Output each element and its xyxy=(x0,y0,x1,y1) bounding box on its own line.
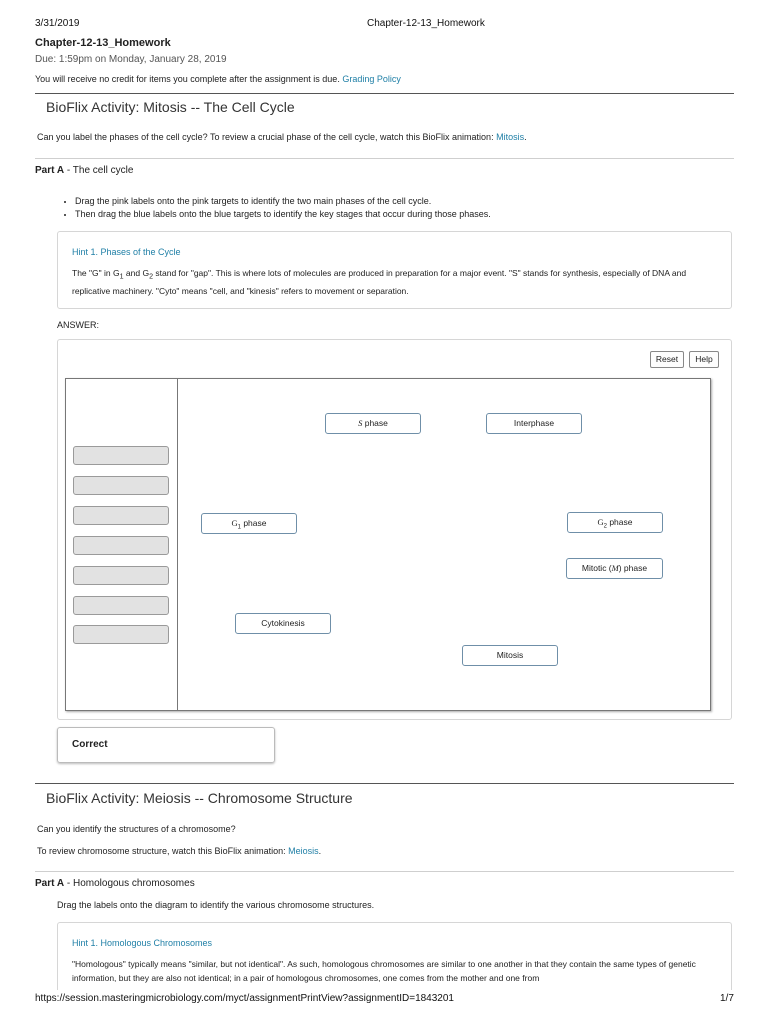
divider xyxy=(35,158,734,159)
intro-period: . xyxy=(318,846,322,856)
hint-box xyxy=(57,922,732,994)
divider xyxy=(35,871,734,872)
section-divider xyxy=(35,93,734,94)
drop-target[interactable] xyxy=(73,625,169,644)
grading-policy-link[interactable]: Grading Policy xyxy=(342,74,401,84)
part-label: Part A xyxy=(35,878,65,889)
instruction-text: Drag the labels onto the diagram to identify the various chromosome structures. xyxy=(57,900,375,910)
part-header xyxy=(35,878,195,889)
late-notice xyxy=(35,74,401,84)
intro-text: Can you label the phases of the cell cycle? To review a crucial phase of the cell cycle, watch this BioFlix animation: xyxy=(37,132,494,142)
hint-box xyxy=(57,231,732,309)
label-interphase[interactable]: Interphase xyxy=(486,413,582,434)
section-intro: Can you identify the structures of a chromosome? xyxy=(37,824,236,834)
print-date: 3/31/2019 xyxy=(35,18,80,29)
drop-target[interactable] xyxy=(73,596,169,615)
section-heading: BioFlix Activity: Mitosis -- The Cell Cycle xyxy=(46,99,295,115)
meiosis-link[interactable]: Meiosis xyxy=(288,846,319,856)
label-cytokinesis[interactable]: Cytokinesis xyxy=(235,613,331,634)
part-header xyxy=(35,165,133,176)
reset-button[interactable]: Reset xyxy=(650,351,684,368)
label-mitosis[interactable]: Mitosis xyxy=(462,645,558,666)
drop-target[interactable] xyxy=(73,506,169,525)
hint-title[interactable]: Hint 1. Homologous Chromosomes xyxy=(72,938,213,948)
part-title: - The cell cycle xyxy=(64,165,134,176)
section-divider xyxy=(35,783,734,784)
section-intro xyxy=(37,132,527,142)
section-intro xyxy=(37,846,321,856)
instructions-list xyxy=(57,195,737,221)
label-s-phase[interactable]: S phase xyxy=(325,413,421,434)
print-title: Chapter-12-13_Homework xyxy=(367,18,485,29)
drop-target[interactable] xyxy=(73,536,169,555)
drop-target[interactable] xyxy=(73,476,169,495)
answer-label: ANSWER: xyxy=(57,320,100,330)
assignment-title: Chapter-12-13_Homework xyxy=(35,37,171,49)
instruction-item: • Drag the pink labels onto the pink targets to identify the two main phases of the cell cycle. xyxy=(75,195,737,208)
drop-target[interactable] xyxy=(73,566,169,585)
due-date: Due: 1:59pm on Monday, January 28, 2019 xyxy=(35,54,227,65)
label-mitotic-phase[interactable]: Mitotic (M) phase xyxy=(566,558,663,579)
hint-body: "Homologous" typically means "similar, but not identical". As such, homologous chromosomes are similar to one another in that they contain the same types of genetic information, but they are also not identical; in a pair of homologous chromosomes, one comes from the mother and one from xyxy=(72,959,696,983)
part-title: - Homologous chromosomes xyxy=(64,878,195,889)
mitosis-link[interactable]: Mitosis xyxy=(496,132,525,142)
label-g1-phase[interactable]: $G_1$ phase xyxy=(201,513,297,534)
part-label: Part A xyxy=(35,165,65,176)
section-heading: BioFlix Activity: Meiosis -- Chromosome Structure xyxy=(46,790,353,806)
instruction-item: • Then drag the blue labels onto the blue targets to identify the key stages that occur during those phases. xyxy=(75,208,737,221)
intro-text: To review chromosome structure, watch this BioFlix animation: xyxy=(37,846,286,856)
hint-title[interactable]: Hint 1. Phases of the Cycle xyxy=(72,247,181,257)
drag-drop-area xyxy=(65,378,711,711)
result-badge: Correct xyxy=(57,727,275,763)
label-g2-phase[interactable]: $G_2$ phase xyxy=(567,512,663,533)
help-button[interactable]: Help xyxy=(689,351,719,368)
print-url: https://session.masteringmicrobiology.com/myct/assignmentPrintView?assignmentID=1843201 xyxy=(35,993,454,1004)
hint-body: The "G" in $G_1$ and $G_2$ stand for "gap". This is where lots of molecules are produced in preparation for a major event. "S" stands for synthesis, especially of DNA and replicative machinery. "Cyto" means "cell, and "kinesis" refers to movement or separation. xyxy=(72,268,687,296)
intro-period: . xyxy=(524,132,527,142)
target-column xyxy=(66,379,178,710)
page-number: 1/7 xyxy=(720,993,734,1004)
late-notice-text: You will receive no credit for items you complete after the assignment is due. xyxy=(35,74,340,84)
drop-target[interactable] xyxy=(73,446,169,465)
